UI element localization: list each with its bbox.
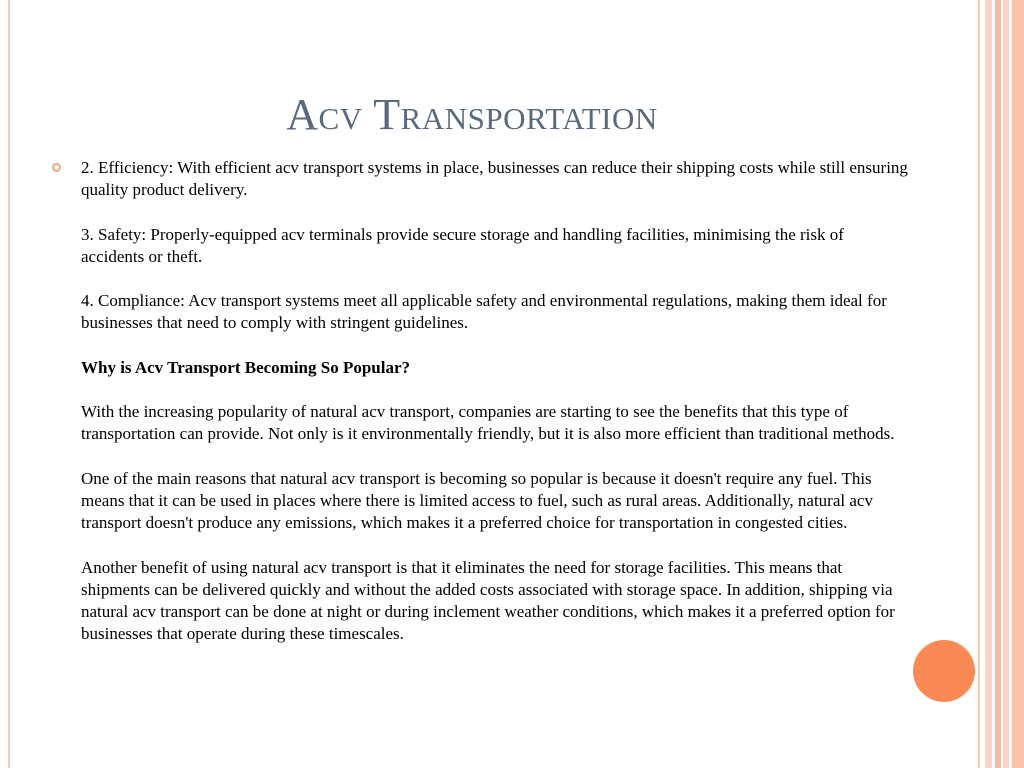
paragraph-popularity: With the increasing popularity of natural acv transport, companies are starting to see the benefits that this type of transportation can provide. Not only is it environmentally friendly, but it is also more efficient than traditional methods.: [81, 402, 895, 444]
section-heading: Why is Acv Transport Becoming So Popular?: [81, 357, 411, 377]
right-stripe: [1003, 0, 1009, 768]
right-stripe: [1012, 0, 1024, 768]
decorative-circle: [913, 640, 975, 702]
paragraph-efficiency: 2. Efficiency: With efficient acv transport systems in place, businesses can reduce their shipping costs while still ensuring quality product delivery.: [81, 158, 908, 200]
paragraph-storage: Another benefit of using natural acv transport is that it eliminates the need for storage facilities. This means that shipments can be delivered quickly and without the added costs associated with storage space. In addition, shipping via natural acv transport can be done at night or during inclement weather conditions, which makes it a preferred option for businesses that operate during these timescales.: [81, 557, 895, 644]
right-stripe: [985, 0, 992, 768]
slide-title: Acv Transportation: [286, 90, 658, 139]
paragraph-safety: 3. Safety: Properly-equipped acv terminals provide secure storage and handling facilities, minimising the risk of accidents or theft.: [81, 224, 844, 266]
bullet-icon: [52, 163, 61, 172]
right-stripe: [995, 0, 1001, 768]
slide-body: [81, 157, 911, 668]
paragraph-compliance: 4. Compliance: Acv transport systems meet all applicable safety and environmental regulations, making them ideal for businesses that need to comply with stringent guidelines.: [81, 291, 887, 333]
right-stripe: [978, 0, 980, 768]
paragraph-fuel: One of the main reasons that natural acv transport is becoming so popular is because it doesn't require any fuel. This means that it can be used in places where there is limited access to fuel, such as rural areas. Additionally, natural acv transport doesn't produce any emissions, which makes it a preferred choice for transportation in congested cities.: [81, 468, 873, 533]
